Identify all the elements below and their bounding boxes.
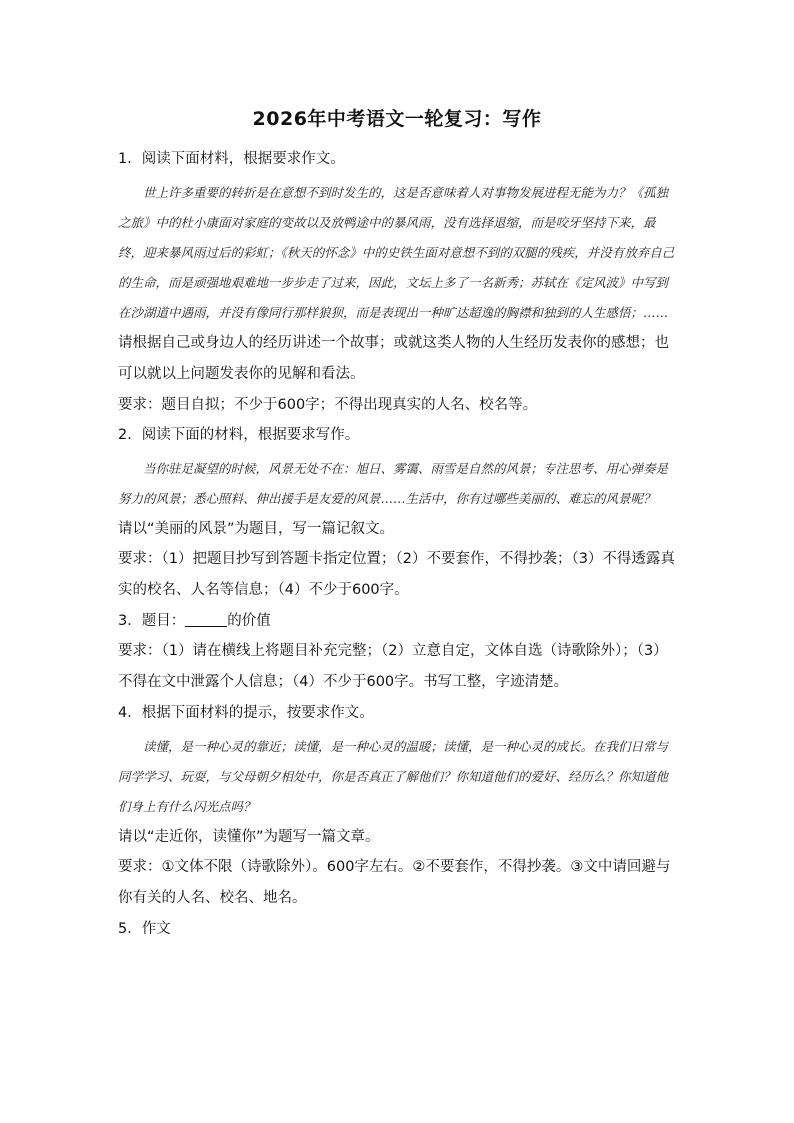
q2-requirement: 要求：（1）把题目抄写到答题卡指定位置；（2）不要套作，不得抄袭；（3）不得透露真实的校名、人名等信息；（4）不少于600字。: [118, 551, 675, 598]
q2-material: 当你驻足凝望的时候，风景无处不在：旭日、雾霭、雨雪是自然的风景；专注思考、用心弹奏是努力的风景；悉心照料、伸出援手是友爱的风景……生活中，你有过哪些美丽的、难忘的风景呢？: [118, 461, 669, 506]
q3-prompt: [118, 606, 678, 636]
q2-prompt: 2．阅读下面的材料，根据要求写作。: [118, 427, 360, 443]
q5-prompt: 5．作文: [118, 921, 171, 937]
page-title: 2026年中考语文一轮复习：写作: [252, 108, 542, 130]
q4-requirement: 要求：①文体不限（诗歌除外）。600字左右。②不要套作，不得抄袭。③文中请回避与你有关的人名、校名、地名。: [118, 859, 671, 906]
q4-material: 读懂，是一种心灵的靠近；读懂，是一种心灵的温暖；读懂，是一种心灵的成长。在我们日常与同学学习、玩耍，与父母朝夕相处中，你是否真正了解他们？你知道他们的爱好、经历么？你知道他们身上有什么闪光点吗？: [118, 739, 669, 814]
document-content: [118, 144, 678, 944]
q4-instruction: 请以“走近你，读懂你”为题写一篇文章。: [118, 829, 380, 845]
q3-prompt-before: 3．题目：: [118, 613, 186, 629]
q3-prompt-after: 的价值: [227, 613, 271, 629]
q1-requirement: 要求：题目自拟；不少于600字；不得出现真实的人名、校名等。: [118, 397, 538, 413]
q1-prompt: 1．阅读下面材料，根据要求作文。: [118, 151, 345, 167]
q1-material: 世上许多重要的转折是在意想不到时发生的，这是否意味着人对事物发展进程无能为力？《孤独之旅》中的杜小康面对家庭的变故以及放鸭途中的暴风雨，没有选择退缩，而是咬牙坚持下来，最终，迎来暴风雨过后的彩虹；《秋天的怀念》中的史铁生面对意想不到的双腿的残疾，并没有放弃自己的生命，而是顽强地艰难地一步步走了过来，因此，文坛上多了一名新秀；苏轼在《定风波》中写到在沙湖道中遇雨，并没有像同行那样狼狈，而是表现出一种旷达超逸的胸襟和独到的人生感悟；……: [118, 185, 675, 320]
q3-title-blank: [185, 612, 227, 627]
q3-requirement: 要求：（1）请在横线上将题目补充完整；（2）立意自定，文体自选（诗歌除外）；（3）不得在文中泄露个人信息；（4）不少于600字。书写工整，字迹清楚。: [118, 643, 668, 690]
q4-prompt: 4．根据下面材料的提示，按要求作文。: [118, 705, 374, 721]
q1-instruction: 请根据自己或身边人的经历讲述一个故事；或就这类人物的人生经历发表你的感想；也可以就以上问题发表你的见解和看法。: [118, 335, 669, 382]
q2-instruction: 请以“美丽的风景”为题目，写一篇记叙文。: [118, 521, 395, 537]
